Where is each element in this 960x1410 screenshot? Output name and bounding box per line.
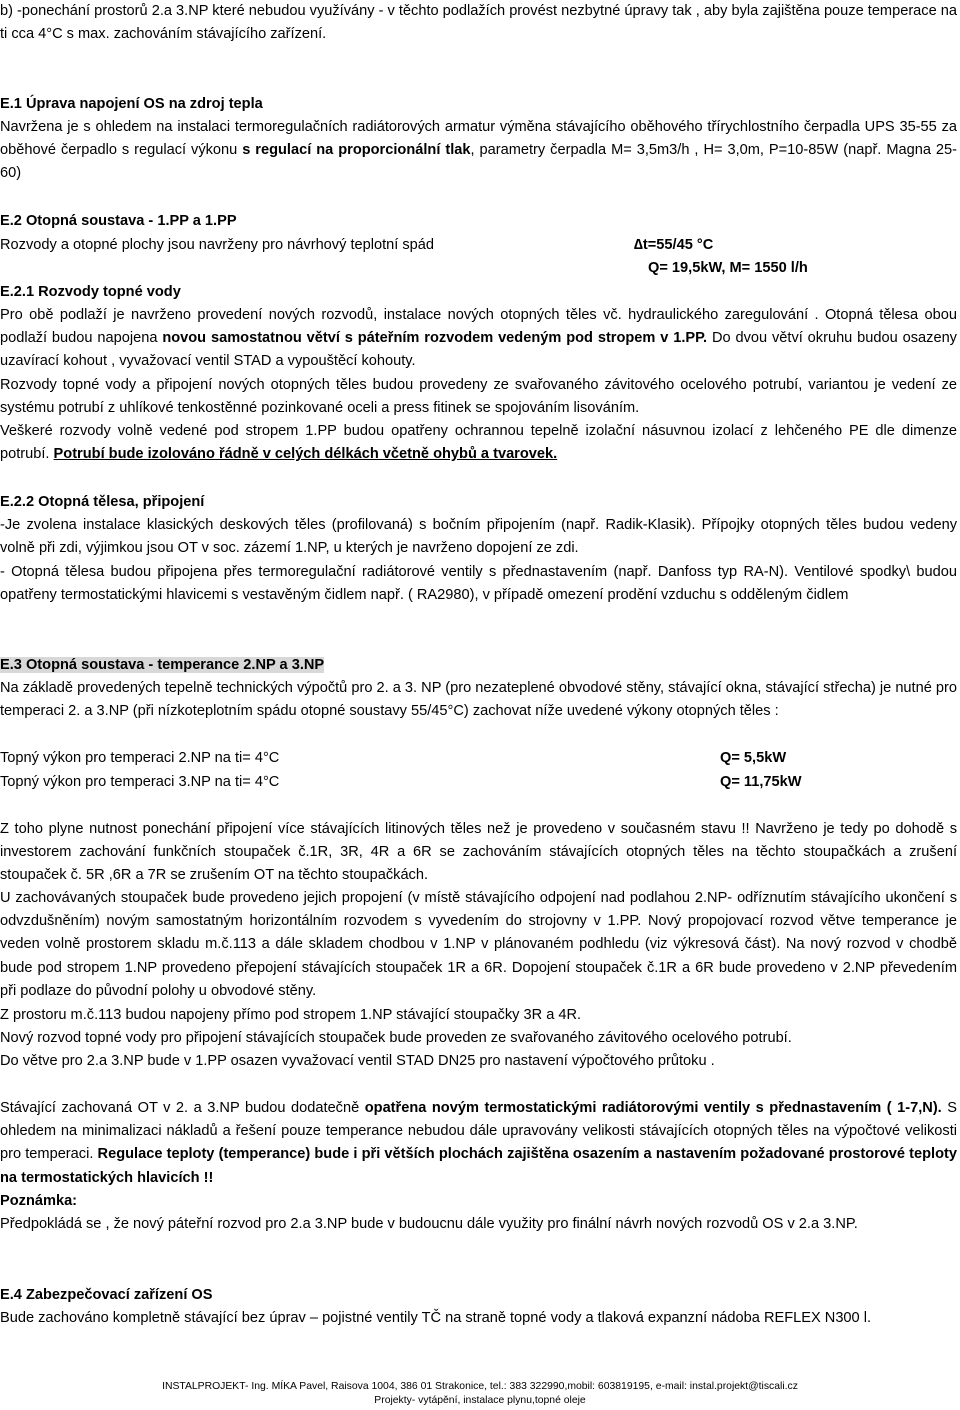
footer-services: Projekty- vytápění, instalace plynu,topné oleje: [374, 1395, 586, 1406]
section-e21-heading: E.2.1 Rozvody topné vody: [0, 284, 181, 300]
section-e4-heading: E.4 Zabezpečovací zařízení OS: [0, 1287, 213, 1303]
e2-power: Q= 19,5kW, M= 1550 l/h: [648, 260, 808, 276]
section-e1-text: Navržena je s ohledem na instalaci termoregulačních radiátorových armatur výměna stávajícího oběhového třírychlostního čerpadla UPS 35-55 za oběhové čerpadlo s regulací výkonu s regulací na proporcionální tlak, parametry čerpadla M= 3,5m3/h , H= 3,0m, P=10-85W (např. Magna 25-60): [0, 119, 957, 182]
e21-paragraph-3: Veškeré rozvody volně vedené pod stropem 1.PP budou opatřeny ochrannou tepelně izolační násuvnou izolací z lehčeného PE dle dimenze potrubí. Potrubí bude izolováno řádně v celých délkách včetně ohybů a tvarovek.: [0, 423, 957, 463]
e3-power-row-2np: [0, 747, 960, 770]
e2-power-row: [0, 257, 960, 280]
intro-paragraph: b) -ponechání prostorů 2.a 3.NP které nebudou využívány - v těchto podlažích provést nezbytné úpravy tak , aby byla zajištěna pouze temperace na ti cca 4°C s max. zachováním stávajícího zařízení.: [0, 3, 957, 43]
section-e3-heading: E.3 Otopná soustava - temperance 2.NP a 3.NP: [0, 657, 325, 673]
e4-text: Bude zachováno kompletně stávající bez úprav – pojistné ventily TČ na straně topné vody a tlaková expanzní nádoba REFLEX N300 l.: [0, 1310, 872, 1326]
e2-gradient-row: [0, 234, 960, 257]
e2-desc: Rozvody a otopné plochy jsou navrženy pro návrhový teplotní spád: [0, 237, 435, 253]
e3-note-text: Předpokládá se , že nový páteřní rozvod pro 2.a 3.NP bude v budoucnu dále využity pro finální návrh nových rozvodů OS v 2.a 3.NP.: [0, 1216, 858, 1232]
e22-paragraph-1: -Je zvolena instalace klasických deskových těles (profilovaná) s bočním připojením (např. Radik-Klasik). Přípojky otopných těles budou vedeny volně při zdi, výjimkou jsou OT v soc. zázemí 1.NP, u kterých je navrženo dopojení ze zdi.: [0, 517, 957, 557]
e3-paragraph-6: Do větve pro 2.a 3.NP bude v 1.PP osazen vyvažovací ventil STAD DN25 pro nastavení výpočtového průtoku .: [0, 1053, 715, 1069]
e3-paragraph-2: Z toho plyne nutnost ponechání připojení více stávajících litinových těles než je provedeno v současném stavu !! Navrženo je tedy po dohodě s investorem zachování funkčních stoupaček č.1R, 3R, 4R a 6R se zachováním stávajících otopných těles na těchto stoupačkách a zrušení stoupaček č. 5R ,6R a 7R se zrušením OT na těchto stoupačkách.: [0, 821, 957, 884]
section-e22-heading: E.2.2 Otopná tělesa, připojení: [0, 494, 205, 510]
e3-paragraph-4: Z prostoru m.č.113 budou napojeny přímo pod stropem 1.NP stávající stoupačky 3R a 4R.: [0, 1007, 582, 1023]
e21-paragraph-2: Rozvody topné vody a připojení nových otopných těles budou provedeny ze svařovaného závitového ocelového potrubí, variantou je vedení ze systému potrubí z uhlíkové tenkostěnné pozinkované oceli a press fitinek se spojováním lisováním.: [0, 377, 957, 417]
e21-paragraph-1: Pro obě podlaží je navrženo provedení nových rozvodů, instalace nových otopných těles vč. hydraulického zaregulování . Otopná tělesa obou podlaží budou napojena novou samostatnou větví s páteřním rozvodem vedeným pod stropem v 1.PP. Do dvou větví okruhu budou osazeny uzavírací kohout , vyvažovací ventil STAD a vypouštěcí kohouty.: [0, 307, 957, 370]
e3-paragraph-5: Nový rozvod topné vody pro připojení stávajících stoupaček bude proveden ze svařovaného závitového ocelového potrubí.: [0, 1030, 792, 1046]
section-e2-heading: E.2 Otopná soustava - 1.PP a 1.PP: [0, 213, 237, 229]
e3-paragraph-7: Stávající zachovaná OT v 2. a 3.NP budou dodatečně opatřena novým termostatickými radiátorovými ventily s přednastavením ( 1-7,N). S ohledem na minimalizaci nákladů a řešení pouze temperance nebudou dále upravovány velikosti stávajících otopných těles na výpočtové velikosti pro temperaci. Regulace teploty (temperance) bude i při větších plochách zajištěna osazením a nastavením požadované prostorové teploty na termostatických hlavicích !!: [0, 1100, 957, 1186]
e3-row2-value: Q= 11,75kW: [720, 774, 802, 790]
e3-row2-label: Topný výkon pro temperaci 3.NP na ti= 4°C: [0, 774, 280, 790]
e22-paragraph-2: - Otopná tělesa budou připojena přes termoregulační radiátorové ventily s přednastavením (např. Danfoss typ RA-N). Ventilové spodky\ budou opatřeny termostatickými hlavicemi s vestavěným čidlem např. ( RA2980), v případě omezení prodění vzduchu s odděleným čidlem: [0, 564, 957, 604]
e3-row1-label: Topný výkon pro temperaci 2.NP na ti= 4°C: [0, 750, 280, 766]
e3-paragraph-3: U zachovávaných stoupaček bude provedeno jejich propojení (v místě stávajícího odpojení nad podlahou 2.NP- odříznutím stávajícího ukončení s odvzdušněním) novým samostatným horizontálním rozvodem s vyvedením do strojovny v 1.PP. Nový propojovací rozvod větve temperance je veden volně prostorem skladu m.č.113 a dále skladem chodbou v 1.NP v plánovaném podhledu (viz výkresová část). Na nový rozvod v chodbě bude pod stropem 1.NP provedeno přepojení stávajících stoupaček 1R a 6R. Dopojení stoupaček č.1R a 6R bude provedeno v 2.NP převedením při podlaze do původní polohy u obvodové stěny.: [0, 890, 957, 999]
e3-row1-value: Q= 5,5kW: [720, 750, 787, 766]
e3-paragraph-1: Na základě provedených tepelně technických výpočtů pro 2. a 3. NP (pro nezateplené obvodové stěny, stávající okna, stávající střecha) je nutné pro temperaci 2. a 3.NP (při nízkoteplotním spádu otopné soustavy 55/45°C) zachovat níže uvedené výkony otopných těles :: [0, 680, 957, 720]
footer-contact: INSTALPROJEKT- Ing. MÍKA Pavel, Raisova 1004, 386 01 Strakonice, tel.: 383 322990,mobil: 603819195, e-mail: instal.projekt@tiscali.cz: [162, 1381, 798, 1392]
e2-delta: ∆t=55/45 °C: [634, 237, 714, 253]
e3-note-heading: Poznámka:: [0, 1193, 78, 1209]
section-e1-heading: E.1 Úprava napojení OS na zdroj tepla: [0, 96, 263, 112]
e3-power-row-3np: [0, 771, 960, 794]
